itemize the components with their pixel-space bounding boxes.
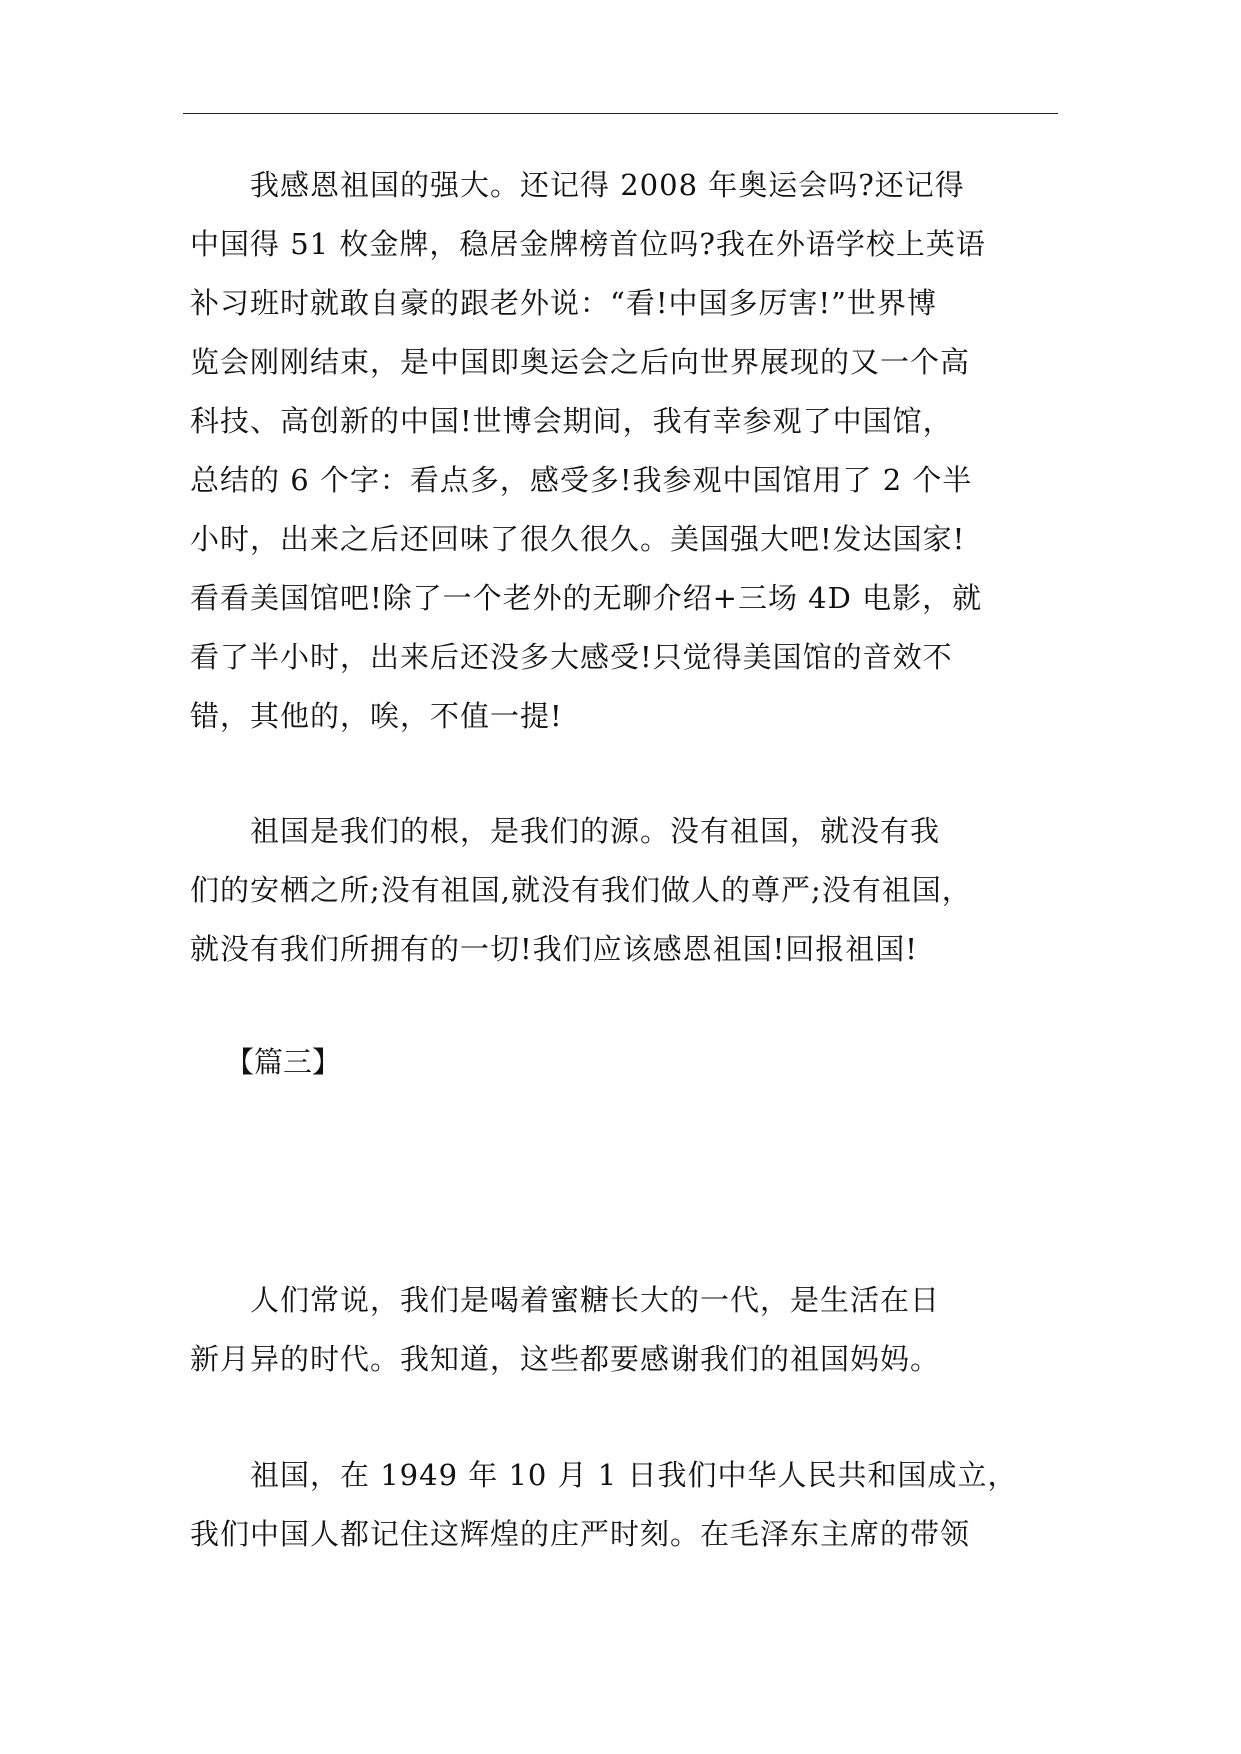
paragraph-line: 总结的 6 个字：看点多，感受多!我参观中国馆用了 2 个半 — [190, 463, 973, 497]
paragraph-line: 小时，出来之后还回味了很久很久。美国强大吧!发达国家! — [190, 522, 966, 556]
paragraph-line: 们的安栖之所;没有祖国,就没有我们做人的尊严;没有祖国， — [190, 873, 972, 907]
paragraph-line: 览会刚刚结束，是中国即奥运会之后向世界展现的又一个高 — [190, 345, 971, 379]
paragraph-line: 我感恩祖国的强大。还记得 2008 年奥运会吗?还记得 — [190, 168, 965, 202]
paragraph-line: 祖国，在 1949 年 10 月 1 日我们中华人民共和国成立， — [190, 1458, 1018, 1492]
paragraph-line: 错，其他的，唉，不值一提! — [190, 699, 563, 733]
paragraph-line: 科技、高创新的中国!世博会期间，我有幸参观了中国馆， — [190, 404, 953, 438]
section-title: 【篇三】 — [225, 1045, 342, 1079]
paragraph-line: 我们中国人都记住这辉煌的庄严时刻。在毛泽东主席的带领 — [190, 1517, 971, 1551]
paragraph-line: 看看美国馆吧!除了一个老外的无聊介绍+三场 4D 电影，就 — [190, 581, 983, 615]
paragraph-line: 新月异的时代。我知道，这些都要感谢我们的祖国妈妈。 — [190, 1342, 941, 1376]
paragraph-line: 补习班时就敢自豪的跟老外说：“看!中国多厉害!”世界博 — [190, 286, 937, 320]
paragraph-line: 中国得 51 枚金牌，稳居金牌榜首位吗?我在外语学校上英语 — [190, 227, 986, 261]
header-rule — [183, 113, 1058, 114]
paragraph-line: 人们常说，我们是喝着蜜糖长大的一代，是生活在日 — [190, 1283, 941, 1317]
paragraph-line: 祖国是我们的根，是我们的源。没有祖国，就没有我 — [190, 814, 941, 848]
paragraph-line: 就没有我们所拥有的一切!我们应该感恩祖国!回报祖国! — [190, 932, 918, 966]
paragraph-line: 看了半小时，出来后还没多大感受!只觉得美国馆的音效不 — [190, 640, 953, 674]
